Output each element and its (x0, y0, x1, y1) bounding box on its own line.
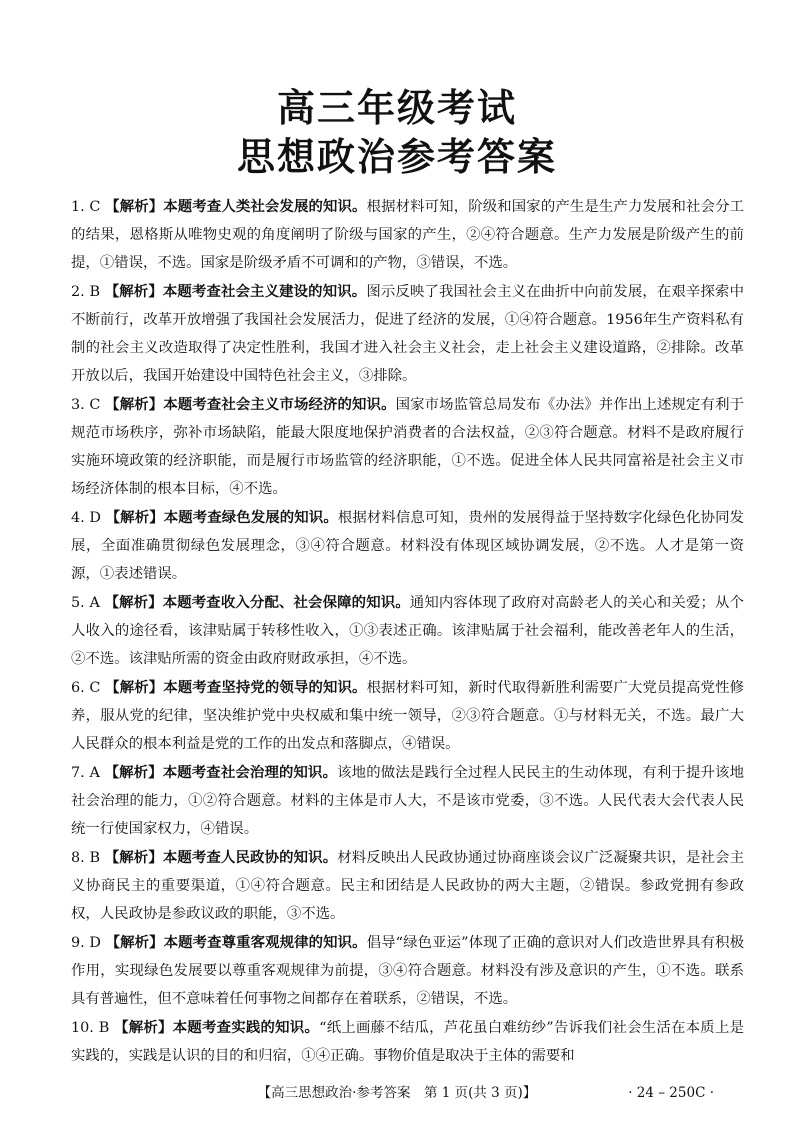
answer-topic: 本题考查收入分配、社会保障的知识。 (162, 594, 410, 611)
answer-number: 2. B (71, 284, 101, 300)
analysis-tag: 【解析】 (105, 934, 164, 951)
analysis-tag: 【解析】 (104, 849, 163, 866)
footer-page-info: 【高三思想政治·参考答案 第 1 页(共 3 页)】 (257, 1085, 537, 1101)
answer-topic: 本题考查人类社会发展的知识。 (163, 198, 367, 215)
answer-topic: 本题考查人民政协的知识。 (162, 849, 338, 866)
answer-body: 材料反映出人民政协通过协商座谈会议广泛凝聚共识，是社会主义协商民主的重要渠道，①④符合题意。民主和团结是人民政协的两大主题，②错误。参政党拥有参政权，人民政协是参政议政的职能，③不选。 (71, 850, 744, 922)
answer-number: 5. A (71, 595, 100, 611)
answer-body: 根据材料可知，阶级和国家的产生是生产力发展和社会分工的结果，恩格斯从唯物史观的角度阐明了阶级与国家的产生，②④符合题意。生产力发展是阶级产生的前提，①错误，不选。国家是阶级矛盾不可调和的产物，③错误，不选。 (71, 199, 744, 271)
page-subtitle: 思想政治参考答案 (236, 134, 557, 179)
answer-number: 7. A (71, 765, 100, 781)
answer-body: 根据材料信息可知，贵州的发展得益于坚持数字化绿色化协同发展，全面准确贯彻绿色发展理念，③④符合题意。材料没有体现区域协调发展，②不选。人才是第一资源，①表述错误。 (71, 510, 744, 582)
analysis-tag: 【解析】 (104, 764, 163, 781)
answer-body: “纸上画藤不结瓜，芦花虽白难纺纱”告诉我们社会生活在本质上是实践的，实践是认识的目的和归宿，①④正确。事物价值是取决于主体的需要和 (71, 1020, 744, 1064)
analysis-tag: 【解析】 (104, 283, 163, 300)
answer-body: 国家市场监管总局发布《办法》并作出上述规定有利于规范市场秩序，弥补市场缺陷，能最大限度地保护消费者的合法权益，②③符合题意。材料不是政府履行实施环境政策的经济职能，而是履行市场监管的经济职能，①不选。促进全体人民共同富裕是社会主义市场经济体制的根本目标，④不选。 (71, 397, 744, 497)
answer-topic: 本题考查社会主义市场经济的知识。 (163, 396, 396, 413)
answer-item (52, 929, 744, 1013)
analysis-tag: 【解析】 (105, 509, 164, 526)
answer-body: 通知内容体现了政府对高龄老人的关心和关爱；从个人收入的途径看，该津贴属于转移性收入，①③表述正确。该津贴属于社会福利，能改善老年人的生活，②不选。该津贴所需的资金由政府财政承担，④不选。 (71, 595, 744, 667)
answer-topic: 本题考查尊重客观规律的知识。 (163, 934, 367, 951)
analysis-tag: 【解析】 (105, 396, 164, 413)
analysis-tag: 【解析】 (105, 198, 164, 215)
answer-list (52, 193, 744, 1070)
answer-number: 8. B (71, 850, 101, 866)
analysis-tag: 【解析】 (105, 679, 164, 696)
answer-item (52, 278, 744, 390)
analysis-tag: 【解析】 (104, 594, 163, 611)
answer-item (52, 193, 744, 277)
answer-body: 倡导“绿色亚运”体现了正确的意识对人们改造世界具有积极作用，实现绿色发展要以尊重客观规律为前提，③④符合题意。材料没有涉及意识的产生，①不选。联系具有普遍性，但不意味着任何事物之间都存在着联系，②错误，不选。 (71, 935, 744, 1007)
answer-number: 10. B (71, 1020, 110, 1036)
page-footer (0, 1082, 794, 1104)
answer-number: 6. C (71, 680, 101, 696)
answer-body: 根据材料可知，新时代取得新胜利需要广大党员提高党性修养，服从党的纪律，坚决维护党中央权威和集中统一领导，②③符合题意。①与材料无关，不选。最广大人民群众的根本利益是党的工作的出发点和落脚点，④错误。 (71, 680, 744, 752)
answer-item (52, 844, 744, 928)
answer-body: 图示反映了我国社会主义在曲折中向前发展，在艰辛探索中不断前行，改革开放增强了我国社会发展活力，促进了经济的发展，①④符合题意。1956年生产资料私有制的社会主义改造取得了决定性胜利，我国才进入社会主义社会，走上社会主义建设道路，②排除。改革开放以后，我国开始建设中国特色社会主义，③排除。 (71, 284, 744, 384)
answer-topic: 本题考查绿色发展的知识。 (163, 509, 338, 526)
footer-exam-code: · 24 – 250C · (628, 1085, 714, 1101)
answer-topic: 本题考查社会主义建设的知识。 (162, 283, 367, 300)
answer-item (52, 391, 744, 503)
answer-number: 1. C (71, 199, 101, 215)
answer-item (52, 504, 744, 588)
answer-item (52, 674, 744, 758)
answer-item (52, 759, 744, 843)
page-title: 高三年级考试 (276, 85, 517, 130)
answer-number: 3. C (71, 397, 101, 413)
answer-topic: 本题考查实践的知识。 (172, 1019, 320, 1036)
answer-topic: 本题考查坚持党的领导的知识。 (163, 679, 367, 696)
answer-topic: 本题考查社会治理的知识。 (162, 764, 338, 781)
answer-item (52, 1014, 744, 1070)
answer-body: 该地的做法是践行全过程人民民主的生动体现，有利于提升该地社会治理的能力，①②符合题意。材料的主体是市人大，不是该市党委，③不选。人民代表大会代表人民统一行使国家权力，④错误。 (71, 765, 744, 837)
answer-number: 4. D (71, 510, 101, 526)
answer-item (52, 589, 744, 673)
analysis-tag: 【解析】 (114, 1019, 173, 1036)
answer-number: 9. D (71, 935, 101, 951)
